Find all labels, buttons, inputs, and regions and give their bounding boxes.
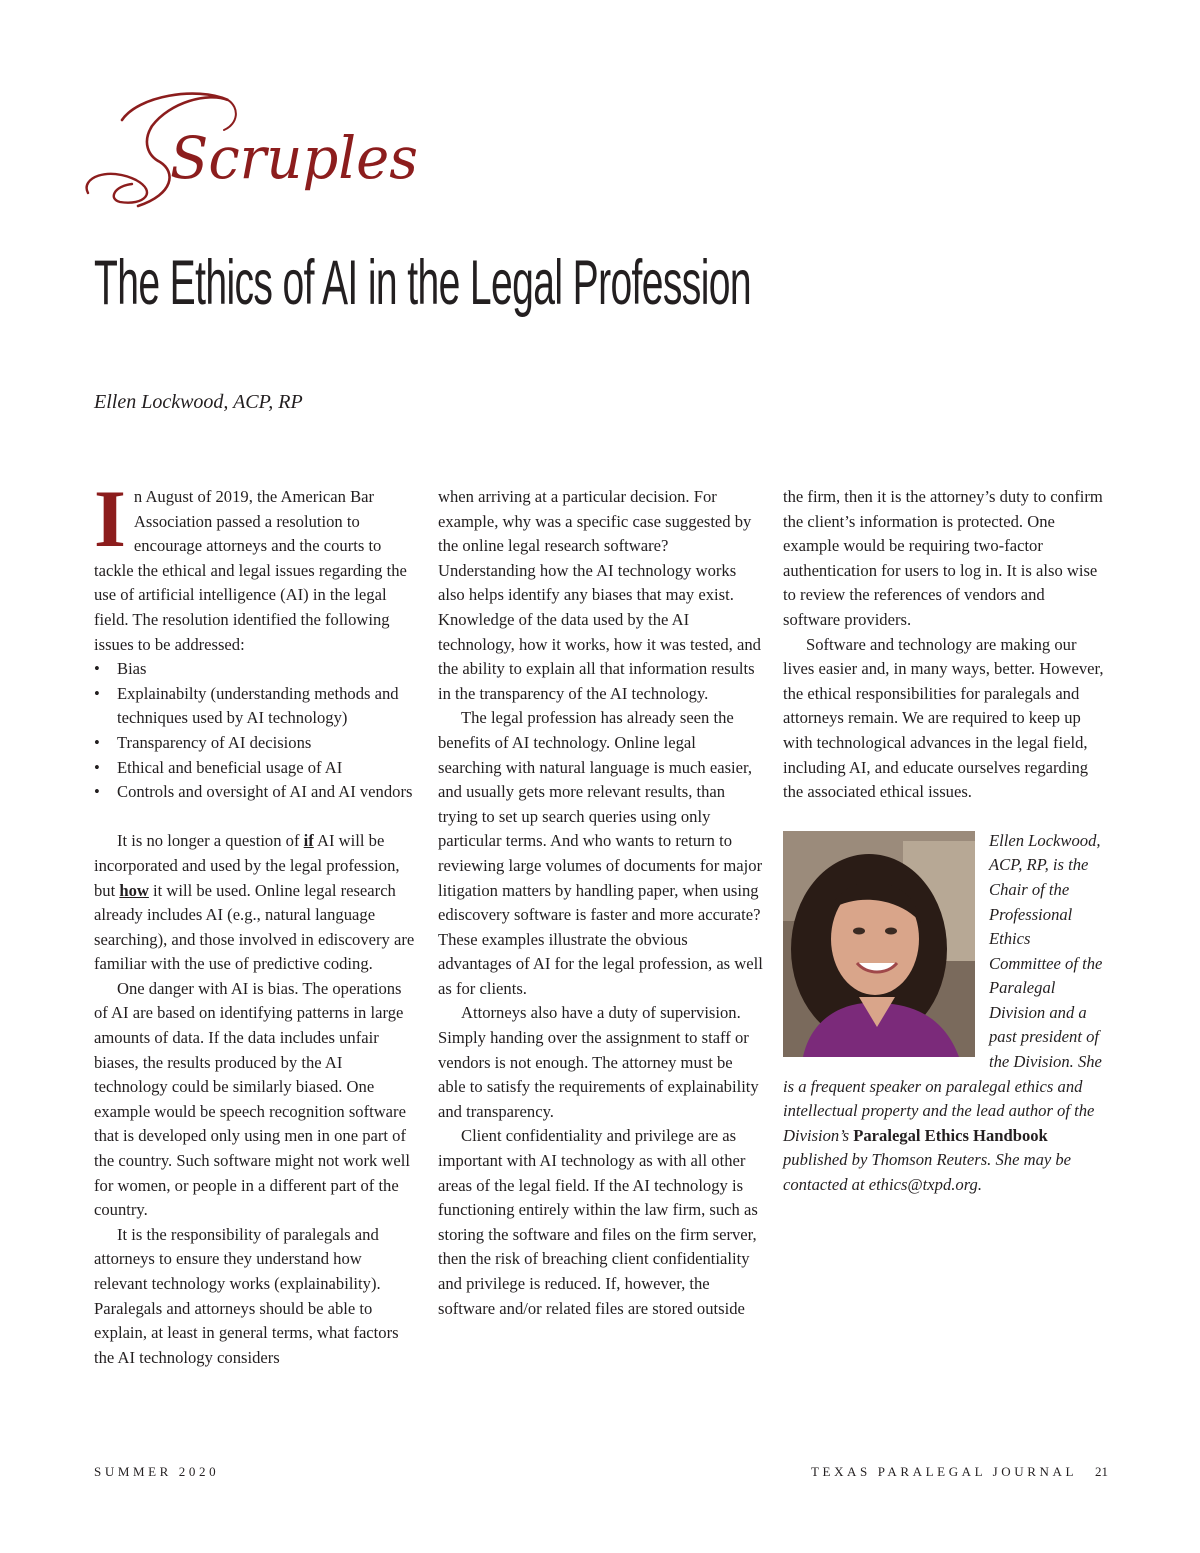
list-item: • Controls and oversight of AI and AI vendors	[94, 780, 419, 805]
author-bio	[783, 829, 1105, 1198]
bullet-icon: •	[94, 659, 100, 679]
body-paragraph: when arriving at a particular decision. For example, why was a specific case suggested by the online legal research software? Understanding how the AI technology works also helps identify any biases that may exist. Knowledge of the data used by the AI technology, how it works, how it was tested, and the ability to explain all that information results in the transparency of the AI technology.	[438, 487, 761, 703]
article-column-3	[783, 485, 1105, 1198]
bullet-icon: •	[94, 782, 100, 802]
body-paragraph: One danger with AI is bias. The operations of AI are based on identifying patterns in large amounts of data. If the data includes unfair biases, the results produced by the AI technology could be similarly biased. One example would be speech recognition software that is developed only using men in one part of the country. Such software might not work well for women, or people in a different part of the country.	[94, 978, 410, 1220]
drop-cap: I	[94, 473, 126, 564]
article-column-2	[438, 485, 763, 1321]
list-item: • Transparency of AI decisions	[94, 731, 419, 756]
footer-issue: SUMMER 2020	[94, 1464, 220, 1479]
author-portrait-image	[783, 831, 975, 1057]
body-paragraph: Client confidentiality and privilege are as important with AI technology as with all other areas of the legal field. If the AI technology is functioning entirely within the law firm, such as storing the software and files on the firm server, then the risk of breaching client confidentiality and privilege is reduced. If, however, the software and/or related files are stored outside	[438, 1126, 758, 1318]
body-paragraph: It is the responsibility of paralegals and attorneys to ensure they understand how relevant technology works (explainability). Paralegals and attorneys should be able to explain, at least in general terms, what factors the AI technology considers	[94, 1224, 399, 1367]
author-photo	[783, 831, 975, 1057]
body-paragraph: It is no longer a question of if AI will be incorporated and used by the legal profession, but how it will be used. Online legal research already includes AI (e.g., natural language searching), and those involved in ediscovery are familiar with the use of predictive coding.	[94, 831, 415, 974]
article-column-1	[94, 473, 419, 1370]
body-paragraph: Software and technology are making our lives easier and, in many ways, better. However, the ethical responsibilities for paralegals and attorneys remain. We are required to keep up with technological advances in the legal field, including AI, and educate ourselves regarding the associated ethical issues.	[783, 634, 1104, 802]
body-paragraph: Attorneys also have a duty of supervision. Simply handing over the assignment to staff or vendors is not enough. The attorney must be able to satisfy the requirements of explainability and transparency.	[438, 1003, 759, 1121]
list-item: • Bias	[94, 657, 419, 682]
body-paragraph: The legal profession has already seen the benefits of AI technology. Online legal searching with natural language is much easier, and usually gets more relevant results, than trying to set up search queries using only particular terms. And who wants to return to reviewing large volumes of documents for major litigation matters by handling paper, when using ediscovery software is faster and more accurate? These examples illustrate the obvious advantages of AI for the legal profession, as well as for clients.	[438, 708, 763, 998]
issues-list	[94, 657, 419, 805]
intro-paragraph: n August of 2019, the American Bar Association passed a resolution to encourage attorneys and the courts to tackle the ethical and legal issues regarding the use of artificial intelligence (AI) in the legal field. The resolution identified the following issues to be addressed:	[94, 487, 407, 654]
footer-journal	[811, 1464, 1108, 1480]
author-byline: Ellen Lockwood, ACP, RP	[94, 391, 303, 413]
bullet-icon: •	[94, 683, 100, 703]
column-masthead-scruples	[78, 78, 428, 213]
list-item: • Explainabilty (understanding methods and techniques used by AI technology)	[94, 683, 399, 728]
emphasis-if: if	[303, 831, 314, 851]
bullet-icon: •	[94, 732, 100, 752]
scruples-script-logo	[78, 78, 428, 213]
author-bio-text: Ellen Lockwood, ACP, RP, is the Chair of the Professional Ethics Committee of the Paralegal Division and a past president of the Division. She is a frequent speaker on paralegal ethics and intellectual property and the lead author of the Division’s Paralegal Ethics Handbook published by Thomson Reuters. She may be contacted at ethics@txpd.org.	[783, 830, 1103, 1195]
page-number: 21	[1095, 1464, 1108, 1479]
list-item: • Ethical and beneficial usage of AI	[94, 756, 419, 781]
journal-name: TEXAS PARALEGAL JOURNAL	[810, 1464, 1077, 1479]
svg-text:Scruples: Scruples	[170, 124, 418, 192]
handbook-title: Paralegal Ethics Handbook	[853, 1125, 1048, 1145]
emphasis-how: how	[119, 880, 149, 900]
bullet-icon: •	[94, 757, 100, 777]
body-paragraph: the firm, then it is the attorney’s duty to confirm the client’s information is protected. One example would be requiring two-factor authentication for users to log in. It is also wise to review the references of vendors and software providers.	[783, 487, 1103, 629]
article-title: The Ethics of AI in the Legal Profession	[94, 248, 751, 318]
